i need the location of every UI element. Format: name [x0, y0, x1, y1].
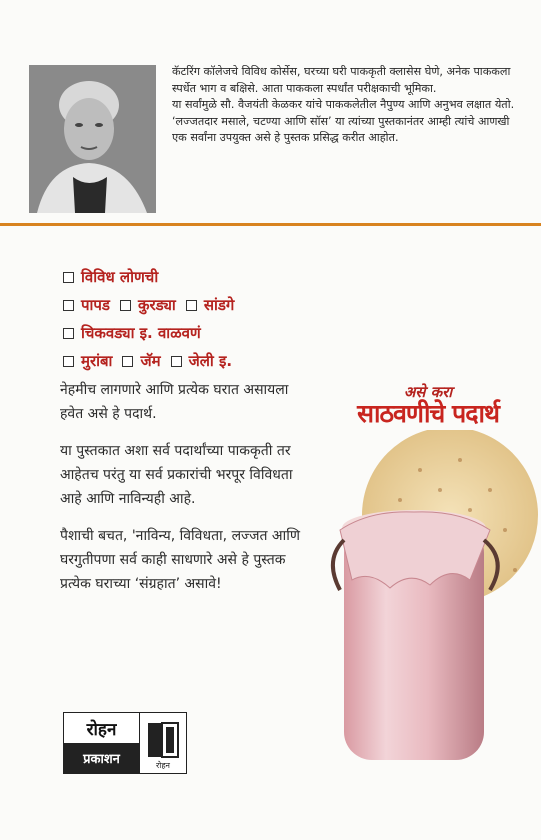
checkbox-square-icon	[63, 272, 74, 283]
category-label: कुरड्या	[137, 296, 176, 314]
category-item	[171, 351, 232, 371]
logo-line2: प्रकाशन	[64, 743, 139, 773]
category-label: मुरांबा	[81, 352, 113, 370]
book-title-top: असे करा	[403, 383, 453, 401]
pickle-jar-illustration	[330, 430, 541, 770]
checkbox-square-icon	[120, 300, 131, 311]
category-item	[120, 295, 176, 315]
description-paragraph: पैशाची बचत, 'नाविन्य, विविधता, लज्जत आणि घरगुतीपणा सर्व काही साधणारे असे हे पुस्तक प्रत्येक घराच्या ‘संग्रहात’ असावे!	[60, 528, 300, 592]
orange-divider	[0, 223, 541, 226]
book-title-main: साठवणीचे पदार्थ	[357, 399, 499, 428]
category-row	[63, 319, 244, 347]
author-photo	[29, 65, 156, 213]
category-label: जेली इ.	[188, 352, 233, 370]
logo-text-block	[63, 712, 140, 774]
category-row	[63, 291, 244, 319]
category-item	[63, 295, 110, 315]
checkbox-square-icon	[63, 356, 74, 367]
category-item	[63, 323, 201, 343]
bio-paragraph: या सर्वांमुळे सौ. वैजयंती केळकर यांचे पाककलेतील नैपुण्य आणि अनुभव लक्षात येतो.	[172, 98, 515, 112]
book-title	[328, 384, 528, 428]
category-label: जॅम	[140, 352, 161, 370]
category-item	[122, 351, 160, 371]
publisher-logo	[63, 712, 190, 776]
category-label: सांडगे	[203, 296, 235, 314]
book-description	[60, 378, 310, 609]
category-list	[63, 263, 244, 375]
checkbox-square-icon	[171, 356, 182, 367]
checkbox-square-icon	[63, 328, 74, 339]
author-bio	[172, 64, 517, 147]
checkbox-square-icon	[186, 300, 197, 311]
bio-paragraph: ‘लज्जतदार मसाले, चटण्या आणि सॉस’ या त्यांच्या पुस्तकानंतर आम्ही त्यांचे आणखी एक सर्वांना उपयुक्त असे हे पुस्तक प्रसिद्ध करीत आहोत.	[172, 114, 510, 145]
category-label: विविध लोणची	[81, 268, 159, 286]
jar-cloth-cover	[340, 512, 490, 588]
description-paragraph: या पुस्तकात अशा सर्व पदार्थांच्या पाककृती तर आहेतच परंतु या सर्व प्रकारांची भरपूर विविधता आहे आणि नाविन्यही आहे.	[60, 443, 293, 507]
checkbox-square-icon	[122, 356, 133, 367]
category-row	[63, 347, 244, 375]
logo-line1: रोहन	[64, 713, 139, 743]
bio-paragraph: कॅटरिंग कॉलेजचे विविध कोर्सेस, घरच्या घरी पाककृती क्लासेस घेणे, अनेक पाककला स्पर्धेत भाग व बक्षिसे. आता पाककला स्पर्धांत परीक्षकाची भूमिका.	[172, 65, 511, 95]
category-label: पापड	[81, 296, 110, 314]
category-label: चिकवड्या इ. वाळवणं	[81, 324, 201, 342]
category-item	[63, 267, 158, 287]
category-row	[63, 263, 244, 291]
checkbox-square-icon	[63, 300, 74, 311]
category-item	[186, 295, 235, 315]
description-paragraph: नेहमीच लागणारे आणि प्रत्येक घरात असायला हवेत असे हे पदार्थ.	[60, 382, 289, 422]
logo-book-mark	[140, 712, 187, 774]
logo-subtext: रोहन	[155, 761, 171, 770]
category-item	[63, 351, 112, 371]
